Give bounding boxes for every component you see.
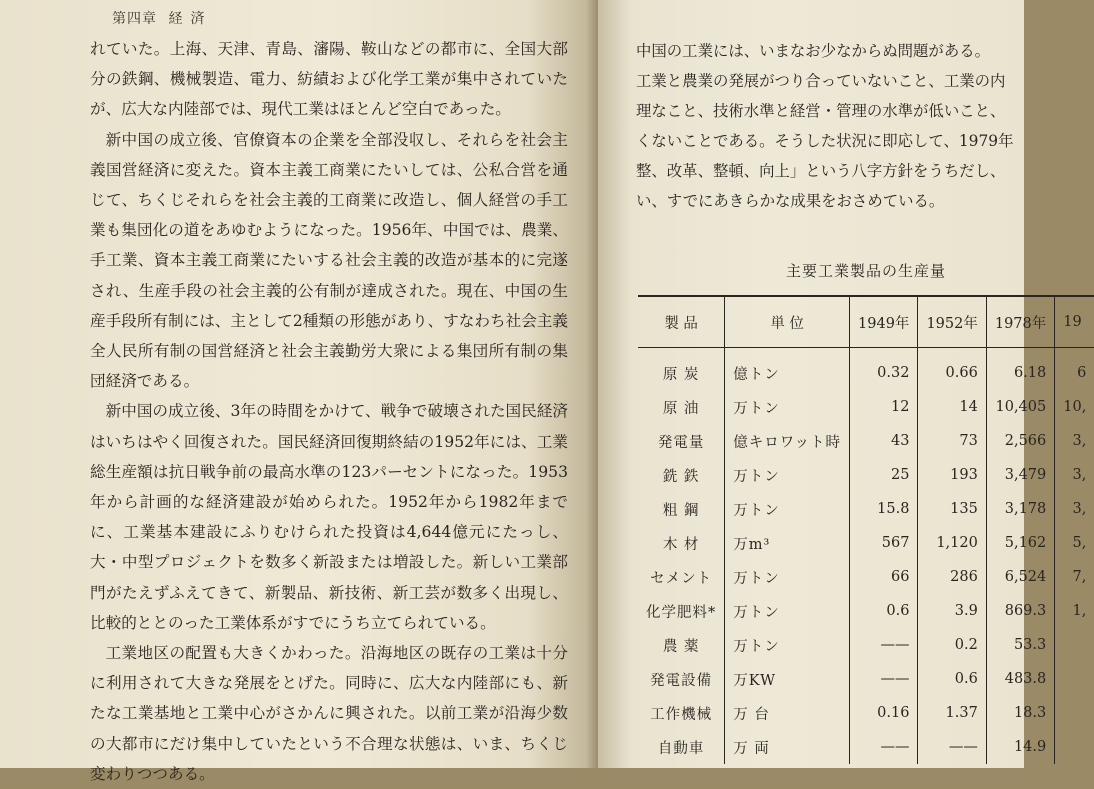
- value-1978-cell: 483.8: [986, 662, 1054, 696]
- value-1978-cell: 6.18: [986, 348, 1054, 391]
- text-line-6: い、すでにあきらかな成果をおさめている。: [636, 192, 945, 210]
- header-product: 製 品: [638, 296, 725, 348]
- product-cell: 発電設備: [638, 662, 725, 696]
- value-cut-cell: 10,: [1063, 399, 1087, 415]
- table-row: [638, 696, 1094, 730]
- product-cell: 工作機械: [638, 696, 725, 730]
- value-cut-cell: 3,: [1072, 433, 1087, 449]
- product-cell: 原 炭: [638, 348, 725, 391]
- value-1952-cell: 1,120: [918, 526, 986, 560]
- running-head: [112, 8, 568, 28]
- value-1978-cell: 5,162: [986, 526, 1054, 560]
- header-cut: 19: [1055, 296, 1094, 348]
- unit-cell: 億トン: [725, 348, 850, 391]
- table-row: [638, 628, 1094, 662]
- value-1949-cell: 43: [850, 424, 918, 458]
- value-1949-cell: ——: [850, 628, 918, 662]
- value-1949-cell: 25: [850, 458, 918, 492]
- table-row: [638, 526, 1094, 560]
- value-1952-cell: 0.66: [918, 348, 986, 391]
- value-1978-cell: 869.3: [986, 594, 1054, 628]
- value-1949-cell: 12: [850, 390, 918, 424]
- value-1978-cell: 3,178: [986, 492, 1054, 526]
- right-page: [598, 0, 1087, 768]
- value-1949-cell: 0.6: [850, 594, 918, 628]
- table-row: [638, 594, 1094, 628]
- value-1978-cell: 6,524: [986, 560, 1054, 594]
- text-line-1: 中国の工業には、いまなお少なからぬ問題がある。: [636, 42, 990, 60]
- product-cell: 粗 鋼: [638, 492, 725, 526]
- value-1952-cell: 193: [918, 458, 986, 492]
- value-cut-cell: [1055, 662, 1094, 696]
- chapter-title: 経済: [168, 11, 213, 27]
- table-caption: 主要工業製品の生産量: [786, 262, 947, 280]
- value-cut-cell: 7,: [1072, 569, 1087, 585]
- value-1952-cell: 1.37: [918, 696, 986, 730]
- table-row: [638, 492, 1094, 526]
- unit-cell: 万m³: [725, 526, 850, 560]
- unit-cell: 万 両: [725, 730, 850, 764]
- value-1952-cell: 3.9: [918, 594, 986, 628]
- right-page-text: [636, 36, 1024, 216]
- value-cut-cell: [1055, 730, 1094, 764]
- value-1952-cell: 0.2: [918, 628, 986, 662]
- production-table: [638, 295, 1094, 764]
- value-1978-cell: 2,566: [986, 424, 1054, 458]
- table-row: [638, 348, 1094, 391]
- unit-cell: 億キロワット時: [725, 424, 850, 458]
- paragraph-2: 新中国の成立後、官僚資本の企業を全部没収し、それらを社会主義国営経済に変えた。資本主義工商業にたいしては、公私合営を通じて、ちくじそれらを社会主義的工商業に改造し、個人経営の手工業も集団化の道をあゆむようになった。1956年、中国では、農業、手工業、資本主義工商業にたいする社会主義的改造が基本的に完遂され、生産手段の社会主義的公有制が達成された。現在、中国の生産手段所有制には、主として2種類の形態があり、すなわち社会主義全人民所有制の国営経済と社会主義勤労大衆による集団所有制の集団経済である。: [90, 130, 568, 391]
- table-row: [638, 458, 1094, 492]
- value-1949-cell: 0.32: [850, 348, 918, 391]
- value-1978-cell: 10,405: [986, 390, 1054, 424]
- value-1952-cell: 0.6: [918, 662, 986, 696]
- text-line-4: くないことである。そうした状況に即応して、1979年: [636, 132, 1014, 150]
- value-cut-cell: [1055, 696, 1094, 730]
- table-row: [638, 390, 1094, 424]
- text-line-3: 理なこと、技術水準と経営・管理の水準が低いこと、: [636, 102, 1006, 120]
- value-cut-cell: 6: [1077, 365, 1087, 381]
- unit-cell: 万トン: [725, 628, 850, 662]
- table-header-row: [638, 296, 1094, 348]
- value-1978-cell: 18.3: [986, 696, 1054, 730]
- unit-cell: 万トン: [725, 492, 850, 526]
- value-1949-cell: 0.16: [850, 696, 918, 730]
- value-1949-cell: 66: [850, 560, 918, 594]
- value-1949-cell: 567: [850, 526, 918, 560]
- paragraph-3: 新中国の成立後、3年の時間をかけて、戦争で破壊された国民経済はいちはやく回復された。国民経済回復期終結の1952年には、工業総生産額は抗日戦争前の最高水準の123パーセントになった。1953年から計画的な経済建設が始められた。1952年から1982年までに、工業基本建設にふりむけられた投資は4,644億元にたっし、大・中型プロジェクトを数多く新設または増設した。新しい工業部門がたえずふえてきて、新製品、新技術、新工芸が数多く出現し、比較的ととのった工業体系がすでにうち立てられている。: [90, 402, 568, 632]
- header-1952: 1952年: [918, 296, 986, 348]
- header-1978: 1978年: [986, 296, 1054, 348]
- product-cell: 銑 鉄: [638, 458, 725, 492]
- unit-cell: 万トン: [725, 594, 850, 628]
- text-line-5: 整、改革、整頓、向上」という八字方針をうちだし、: [636, 162, 1006, 180]
- chapter-label: 第四章: [112, 11, 157, 27]
- product-cell: 原 油: [638, 390, 725, 424]
- product-cell: 農 薬: [638, 628, 725, 662]
- table-row: [638, 730, 1094, 764]
- value-1952-cell: 73: [918, 424, 986, 458]
- unit-cell: 万トン: [725, 560, 850, 594]
- paragraph-4: 工業地区の配置も大きくかわった。沿海地区の既存の工業は十分に利用されて大きな発展をとげた。同時に、広大な内陸部にも、新たな工業基地と工業中心がさかんに興された。以前工業が沿海少数の大都市にだけ集中していたという不合理な状態は、いま、ちくじ変わりつつある。: [90, 644, 568, 783]
- value-1952-cell: 286: [918, 560, 986, 594]
- product-cell: セメント: [638, 560, 725, 594]
- value-1978-cell: 53.3: [986, 628, 1054, 662]
- unit-cell: 万トン: [725, 458, 850, 492]
- paragraph-1: れていた。上海、天津、青島、瀋陽、鞍山などの都市に、全国大部分の鉄鋼、機械製造、電力、紡績および化学工業が集中されていたが、広大な内陸部では、現代工業はほとんど空白であった。: [90, 40, 568, 119]
- product-cell: 化学肥料*: [638, 594, 725, 628]
- header-1949: 1949年: [850, 296, 918, 348]
- value-cut-cell: 1,: [1072, 603, 1087, 619]
- table-row: [638, 662, 1094, 696]
- value-1978-cell: 3,479: [986, 458, 1054, 492]
- value-cut-cell: [1055, 628, 1094, 662]
- header-unit: 単 位: [725, 296, 850, 348]
- unit-cell: 万 台: [725, 696, 850, 730]
- value-1949-cell: ——: [850, 730, 918, 764]
- value-cut-cell: 3,: [1072, 467, 1087, 483]
- table-row: [638, 560, 1094, 594]
- value-1949-cell: 15.8: [850, 492, 918, 526]
- value-1952-cell: 14: [918, 390, 986, 424]
- product-cell: 自動車: [638, 730, 725, 764]
- unit-cell: 万トン: [725, 390, 850, 424]
- product-cell: 発電量: [638, 424, 725, 458]
- value-cut-cell: 5,: [1072, 535, 1087, 551]
- value-cut-cell: 3,: [1072, 501, 1087, 517]
- text-line-2: 工業と農業の発展がつり合っていないこと、工業の内: [636, 72, 1006, 90]
- table-body: [638, 348, 1094, 765]
- unit-cell: 万KW: [725, 662, 850, 696]
- table-row: [638, 424, 1094, 458]
- value-1978-cell: 14.9: [986, 730, 1054, 764]
- value-1952-cell: 135: [918, 492, 986, 526]
- product-cell: 木 材: [638, 526, 725, 560]
- value-1949-cell: ——: [850, 662, 918, 696]
- value-1952-cell: ——: [918, 730, 986, 764]
